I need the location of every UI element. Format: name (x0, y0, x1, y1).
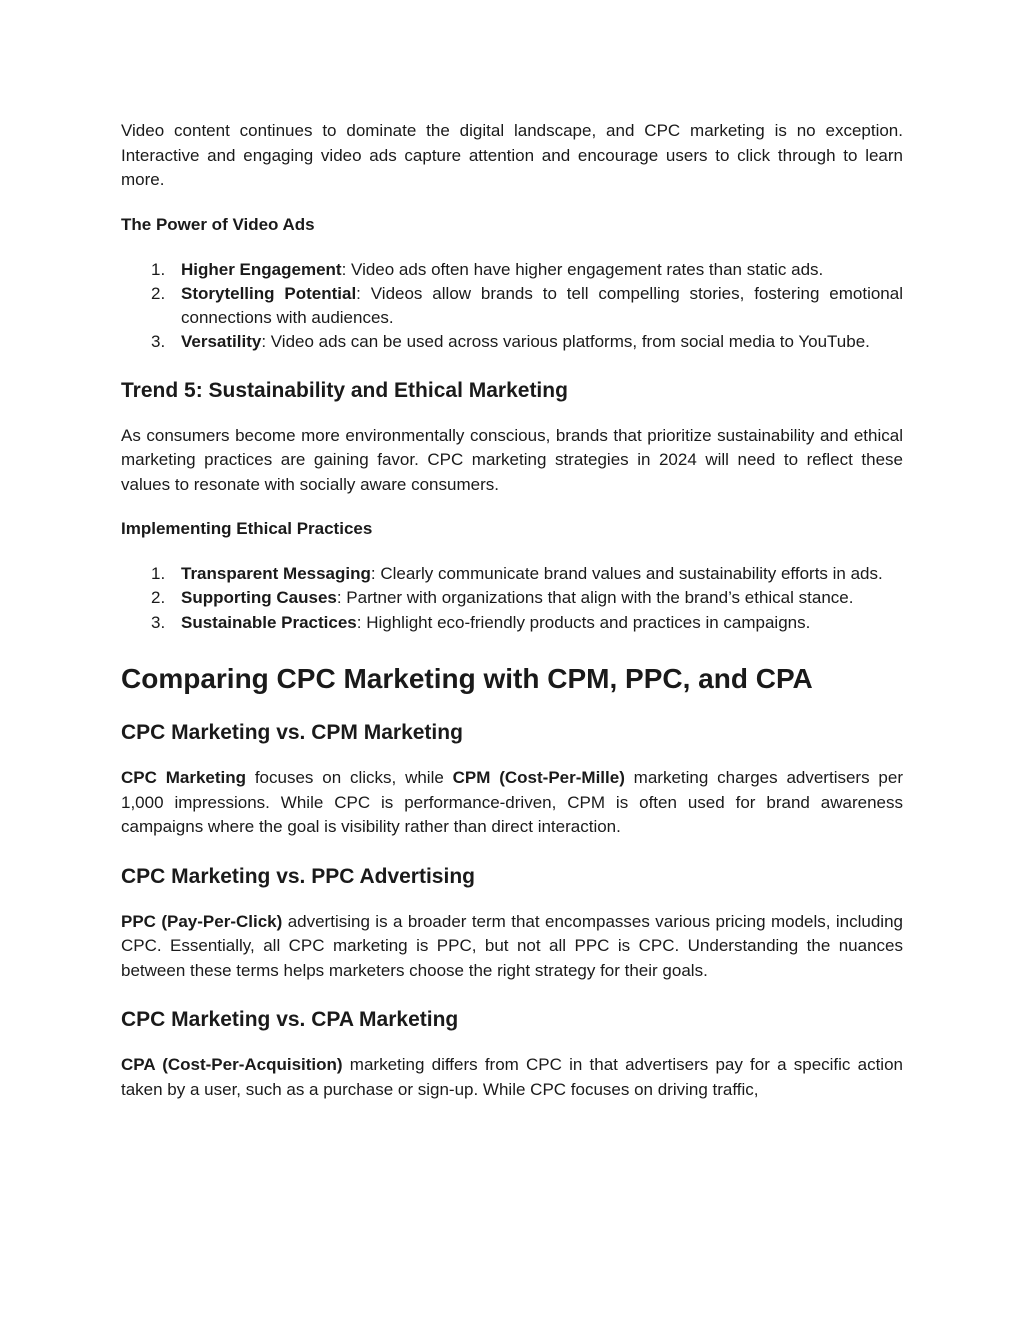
list-number: 2. (151, 283, 166, 303)
cpa-heading: CPC Marketing vs. CPA Marketing (121, 1008, 459, 1032)
paragraph-text: marketing differs from CPC in that advertisers pay for a specific action taken by a user, such as a purchase or sign-up. While CPC focuses on driving traffic, (121, 1055, 903, 1099)
bold-term: CPM (Cost-Per-Mille) (452, 768, 625, 788)
list-item (121, 562, 903, 586)
list-text: : Video ads often have higher engagement rates than static ads. (341, 259, 824, 279)
ethical-practices-list (121, 562, 903, 635)
bold-term: CPA (Cost-Per-Acquisition) (121, 1055, 343, 1075)
list-item (121, 611, 903, 635)
cpm-paragraph (121, 766, 903, 840)
bold-term: CPC Marketing (121, 768, 247, 788)
list-number: 3. (151, 332, 166, 352)
list-item (121, 258, 903, 282)
document-page (121, 119, 903, 1102)
list-term: Transparent Messaging (181, 564, 371, 584)
list-number: 3. (151, 612, 166, 632)
list-term: Higher Engagement (181, 259, 342, 279)
comparing-heading: Comparing CPC Marketing with CPM, PPC, and CPA (121, 663, 813, 695)
cpa-paragraph (121, 1053, 903, 1102)
list-text: : Highlight eco-friendly products and practices in campaigns. (356, 612, 811, 632)
list-item (121, 282, 903, 331)
list-text: : Clearly communicate brand values and sustainability efforts in ads. (370, 564, 883, 584)
list-number: 1. (151, 564, 166, 584)
bold-term: PPC (Pay-Per-Click) (121, 911, 283, 931)
list-text: : Video ads can be used across various platforms, from social media to YouTube. (261, 332, 870, 352)
trend5-heading: Trend 5: Sustainability and Ethical Marketing (121, 378, 568, 402)
list-term: Versatility (181, 332, 262, 352)
list-text: : Videos allow brands to tell compelling stories, fostering emotional connections with audiences. (181, 283, 903, 328)
list-number: 2. (151, 588, 166, 608)
list-term: Sustainable Practices (181, 612, 357, 632)
intro-paragraph: Video content continues to dominate the digital landscape, and CPC marketing is no exception. Interactive and engaging video ads capture attention and encourage users to click through to learn more. (121, 121, 903, 189)
paragraph-text: focuses on clicks, while (246, 768, 453, 788)
video-ads-heading: The Power of Video Ads (121, 214, 315, 234)
trend5-paragraph: As consumers become more environmentally conscious, brands that prioritize sustainability and ethical marketing practices are gaining favor. CPC marketing strategies in 2024 will need to reflect these values to resonate with socially aware consumers. (121, 425, 903, 494)
list-text: : Partner with organizations that align with the brand’s ethical stance. (336, 588, 854, 608)
ppc-heading: CPC Marketing vs. PPC Advertising (121, 864, 475, 888)
list-item (121, 330, 903, 354)
list-term: Supporting Causes (181, 588, 337, 608)
list-term: Storytelling Potential (181, 283, 357, 303)
ethical-practices-heading: Implementing Ethical Practices (121, 519, 373, 539)
paragraph-text: advertising is a broader term that encompasses various pricing models, including CPC. Essentially, all CPC marketing is PPC, but not all PPC is CPC. Understanding the nuances between these terms helps marketers choose the right strategy for their goals. (121, 911, 903, 980)
video-ads-list (121, 258, 903, 355)
paragraph-text: marketing charges advertisers per 1,000 impressions. While CPC is performance-driven, CPM is often used for brand awareness campaigns where the goal is visibility rather than direct interaction. (121, 768, 903, 837)
list-number: 1. (151, 259, 166, 279)
cpm-heading: CPC Marketing vs. CPM Marketing (121, 721, 463, 745)
ppc-paragraph (121, 910, 903, 984)
list-item (121, 586, 903, 610)
